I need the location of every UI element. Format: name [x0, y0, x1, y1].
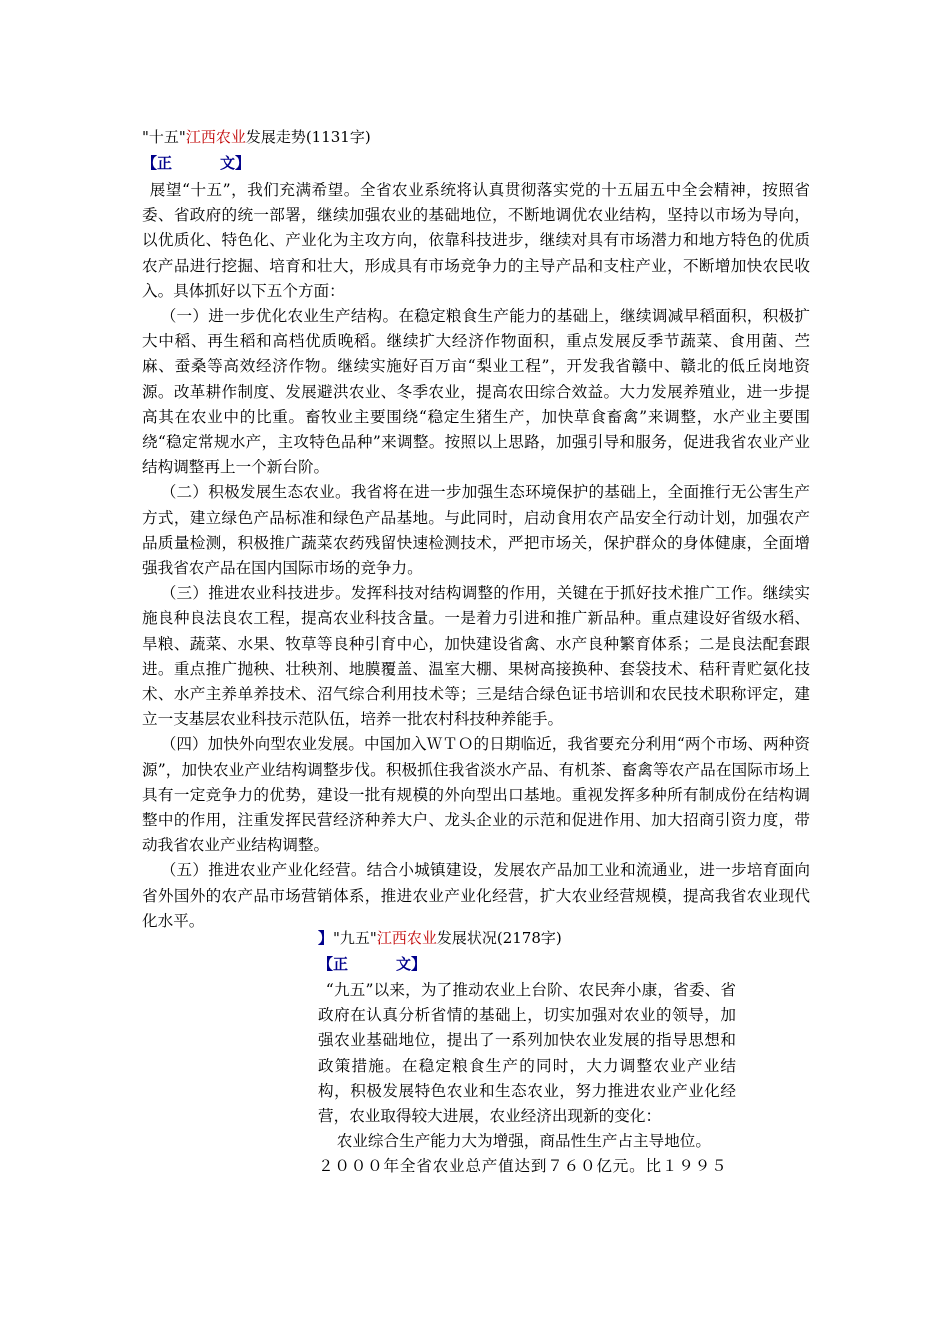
- article2-paragraph: “九五”以来，为了推动农业上台阶、农民奔小康，省委、省政府在认真分析省情的基础上，切实加强对农业的领导，加强农业基础地位，提出了一系列加快农业发展的指导思想和政策措施。在稳定粮食生产的同时，大力调整农业产业结构，积极发展特色农业和生态农业，努力推进农业产业化经营，农业取得较大进展，农业经济出现新的变化：: [318, 981, 736, 1126]
- article1-body-label: [142, 153, 250, 173]
- article1-paragraph: （五）推进农业产业化经营。结合小城镇建设，发展农产品加工业和流通业，进一步培育面向省外国外的农产品市场营销体系，推进农业产业化经营，扩大农业经营规模，提高我省农业现代化水平。: [142, 861, 810, 930]
- article1-title-post: 发展走势(1131字): [245, 128, 371, 146]
- article2-paragraph: 农业综合生产能力大为增强，商品性生产占主导地位。: [336, 1132, 711, 1151]
- article2-title-bracket: 】: [318, 929, 334, 947]
- article1-paragraph: （四）加快外向型农业发展。中国加入ＷＴＯ的日期临近，我省要充分利用“两个市场、两种资源”，加快农业产业结构调整步伐。积极抓住我省淡水产品、有机茶、畜禽等农产品在国际市场上具有一定竞争力的优势，建设一批有规模的外向型出口基地。重视发挥多种所有制成份在结构调整中的作用，注重发挥民营经济种养大户、龙头企业的示范和促进作用、加大招商引资力度，带动我省农业产业结构调整。: [142, 735, 810, 855]
- article2-label-right: 文】: [396, 955, 427, 973]
- article1-paragraph: （二）积极发展生态农业。我省将在进一步加强生态环境保护的基础上，全面推行无公害生产方式，建立绿色产品标准和绿色产品基地。与此同时，启动食用农产品安全行动计划，加强农产品质量检测，积极推广蔬菜农药残留快速检测技术，严把市场关，保护群众的身体健康，全面增强我省农产品在国内国际市场的竞争力。: [142, 483, 810, 578]
- article2-paragraph: ２０００年全省农业总产值达到７６０亿元。比１９９５: [318, 1157, 728, 1176]
- article1-body: [142, 178, 810, 934]
- article1-label-right: 文】: [220, 154, 251, 172]
- article1-title: [142, 127, 371, 147]
- article2-title-highlight: 江西农业: [376, 929, 437, 947]
- article2-body-label: [318, 954, 426, 974]
- article2-title-post: 发展状况(2178字): [436, 929, 562, 947]
- article2-title: [318, 928, 562, 948]
- article2-label-left: 【正: [318, 955, 349, 973]
- article1-title-highlight: 江西农业: [185, 128, 246, 146]
- article1-label-left: 【正: [142, 154, 173, 172]
- article1-paragraph: （一）进一步优化农业生产结构。在稳定粮食生产能力的基础上，继续调减早稻面积，积极扩大中稻、再生稻和高档优质晚稻。继续扩大经济作物面积，重点发展反季节蔬菜、食用菌、苎麻、蚕桑等高效经济作物。继续实施好百万亩“梨业工程”，开发我省赣中、赣北的低丘岗地资源。改革耕作制度、发展避洪农业、冬季农业，提高农田综合效益。大力发展养殖业，进一步提高其在农业中的比重。畜牧业主要围绕“稳定生猪生产，加快草食畜禽”来调整，水产业主要围绕“稳定常规水产，主攻特色品种”来调整。按照以上思路，加强引导和服务，促进我省农业产业结构调整再上一个新台阶。: [142, 307, 810, 477]
- article1-paragraph: 展望“十五”，我们充满希望。全省农业系统将认真贯彻落实党的十五届五中全会精神，按照省委、省政府的统一部署，继续加强农业的基础地位，不断地调优农业结构，坚持以市场为导向，以优质化、特色化、产业化为主攻方向，依靠科技进步，继续对具有市场潜力和地方特色的优质农产品进行挖掘、培育和壮大，形成具有市场竞争力的主导产品和支柱产业，不断增加快农民收入。具体抓好以下五个方面：: [142, 181, 810, 300]
- article1-paragraph: （三）推进农业科技进步。发挥科技对结构调整的作用，关键在于抓好技术推广工作。继续实施良种良法良农工程，提高农业科技含量。一是着力引进和推广新品种。重点建设好省级水稻、旱粮、蔬菜、水果、牧草等良种引育中心，加快建设省禽、水产良种繁育体系；二是良法配套跟进。重点推广抛秧、壮秧剂、地膜覆盖、温室大棚、果树高接换种、套袋技术、秸秆青贮氨化技术、水产主养单养技术、沼气综合利用技术等；三是结合绿色证书培训和农民技术职称评定，建立一支基层农业科技示范队伍，培养一批农村科技种养能手。: [142, 584, 810, 729]
- article1-title-pre: "十五": [142, 128, 186, 146]
- article2-body: [318, 978, 736, 1180]
- article2-title-pre: "九五": [333, 929, 377, 947]
